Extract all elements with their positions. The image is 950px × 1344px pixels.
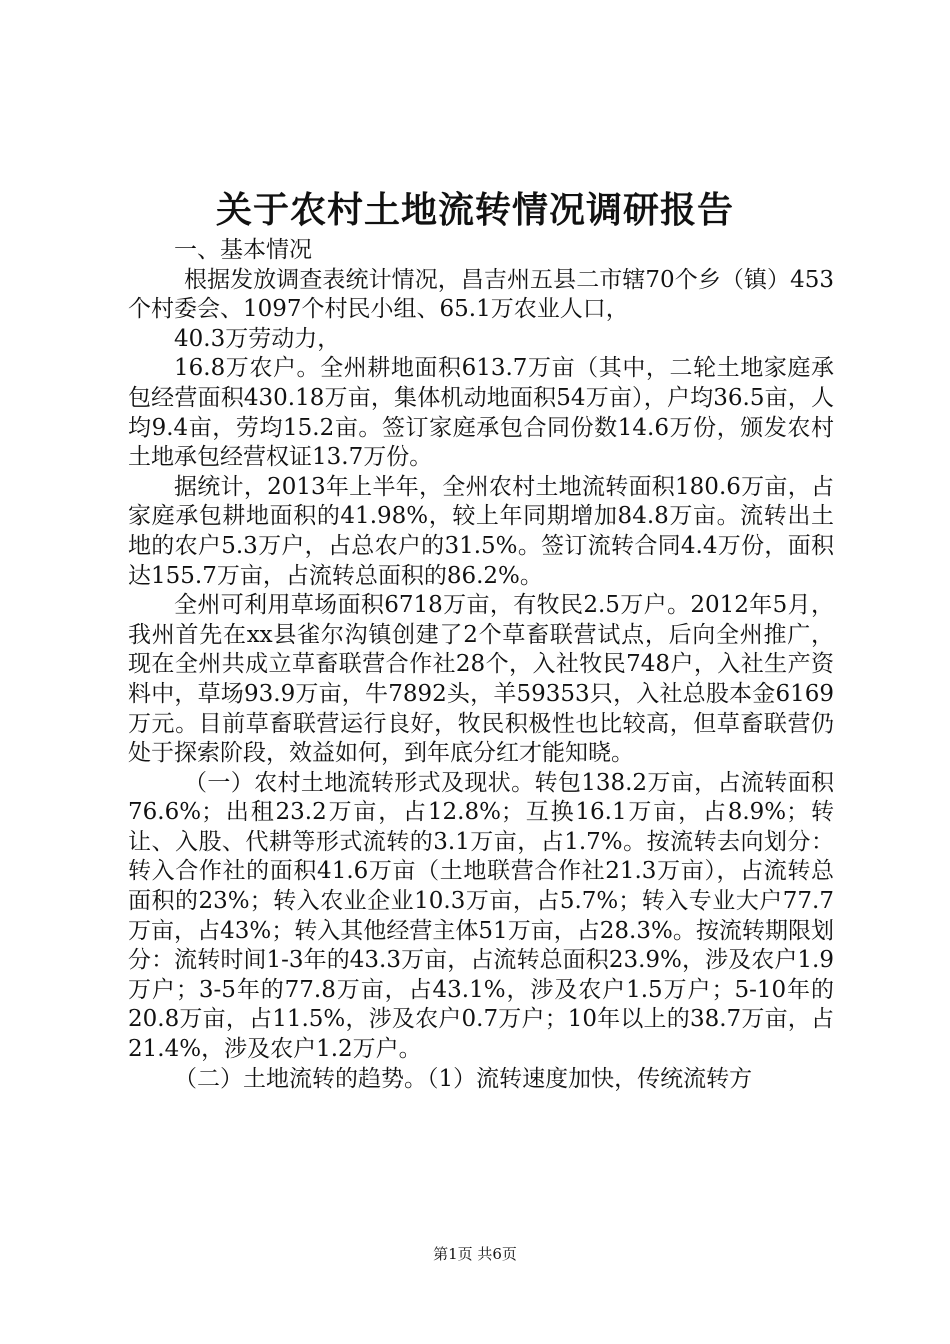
page-number-footer: 第1页 共6页	[433, 1245, 517, 1263]
section-heading: 一、基本情况	[174, 237, 312, 263]
paragraph: 全州可利用草场面积6718万亩，有牧民2.5万户。2012年5月，我州首先在xx县雀尔沟镇创建了2个草畜联营试点，后向全州推广，现在全州共成立草畜联营合作社28个，入社牧民748户，入社生产资料中，草场93.9万亩，牛7892头，羊59353只，入社总股本金6169万元。目前草畜联营运行良好，牧民积极性也比较高，但草畜联营仍处于探索阶段，效益如何，到年底分红才能知晓。	[128, 592, 834, 767]
paragraph: 40.3万劳动力，	[174, 325, 341, 352]
paragraph: 16.8万农户。全州耕地面积613.7万亩（其中，二轮土地家庭承包经营面积430.18万亩，集体机动地面积54万亩），户均36.5亩，人均9.4亩，劳均15.2亩。签订家庭承包合同份数14.6万份，颁发农村土地承包经营权证13.7万份。	[128, 355, 834, 471]
document-title: 关于农村土地流转情况调研报告	[215, 189, 734, 231]
document-body	[128, 236, 834, 1094]
paragraph: 根据发放调查表统计情况，昌吉州五县二市辖70个乡（镇）453个村委会、1097个村民小组、65.1万农业人口，	[128, 266, 834, 323]
paragraph: （二）土地流转的趋势。（1）流转速度加快，传统流转方	[174, 1065, 753, 1092]
paragraph: 据统计，2013年上半年，全州农村土地流转面积180.6万亩，占家庭承包耕地面积的41.98%，较上年同期增加84.8万亩。流转出土地的农户5.3万户，占总农户的31.5%。签订流转合同4.4万份，面积达155.7万亩，占流转总面积的86.2%。	[128, 473, 834, 589]
paragraph: （一）农村土地流转形式及现状。转包138.2万亩，占流转面积76.6%；出租23.2万亩，占12.8%；互换16.1万亩，占8.9%；转让、入股、代耕等形式流转的3.1万亩，占1.7%。按流转去向划分：转入合作社的面积41.6万亩（土地联营合作社21.3万亩），占流转总面积的23%；转入农业企业10.3万亩，占5.7%；转入专业大户77.7万亩，占43%；转入其他经营主体51万亩，占28.3%。按流转期限划分：流转时间1-3年的43.3万亩，占流转总面积23.9%，涉及农户1.9万户；3-5年的77.8万亩，占43.1%，涉及农户1.5万户；5-10年的20.8万亩，占11.5%，涉及农户0.7万户；10年以上的38.7万亩，占21.4%，涉及农户1.2万户。	[128, 769, 834, 1063]
